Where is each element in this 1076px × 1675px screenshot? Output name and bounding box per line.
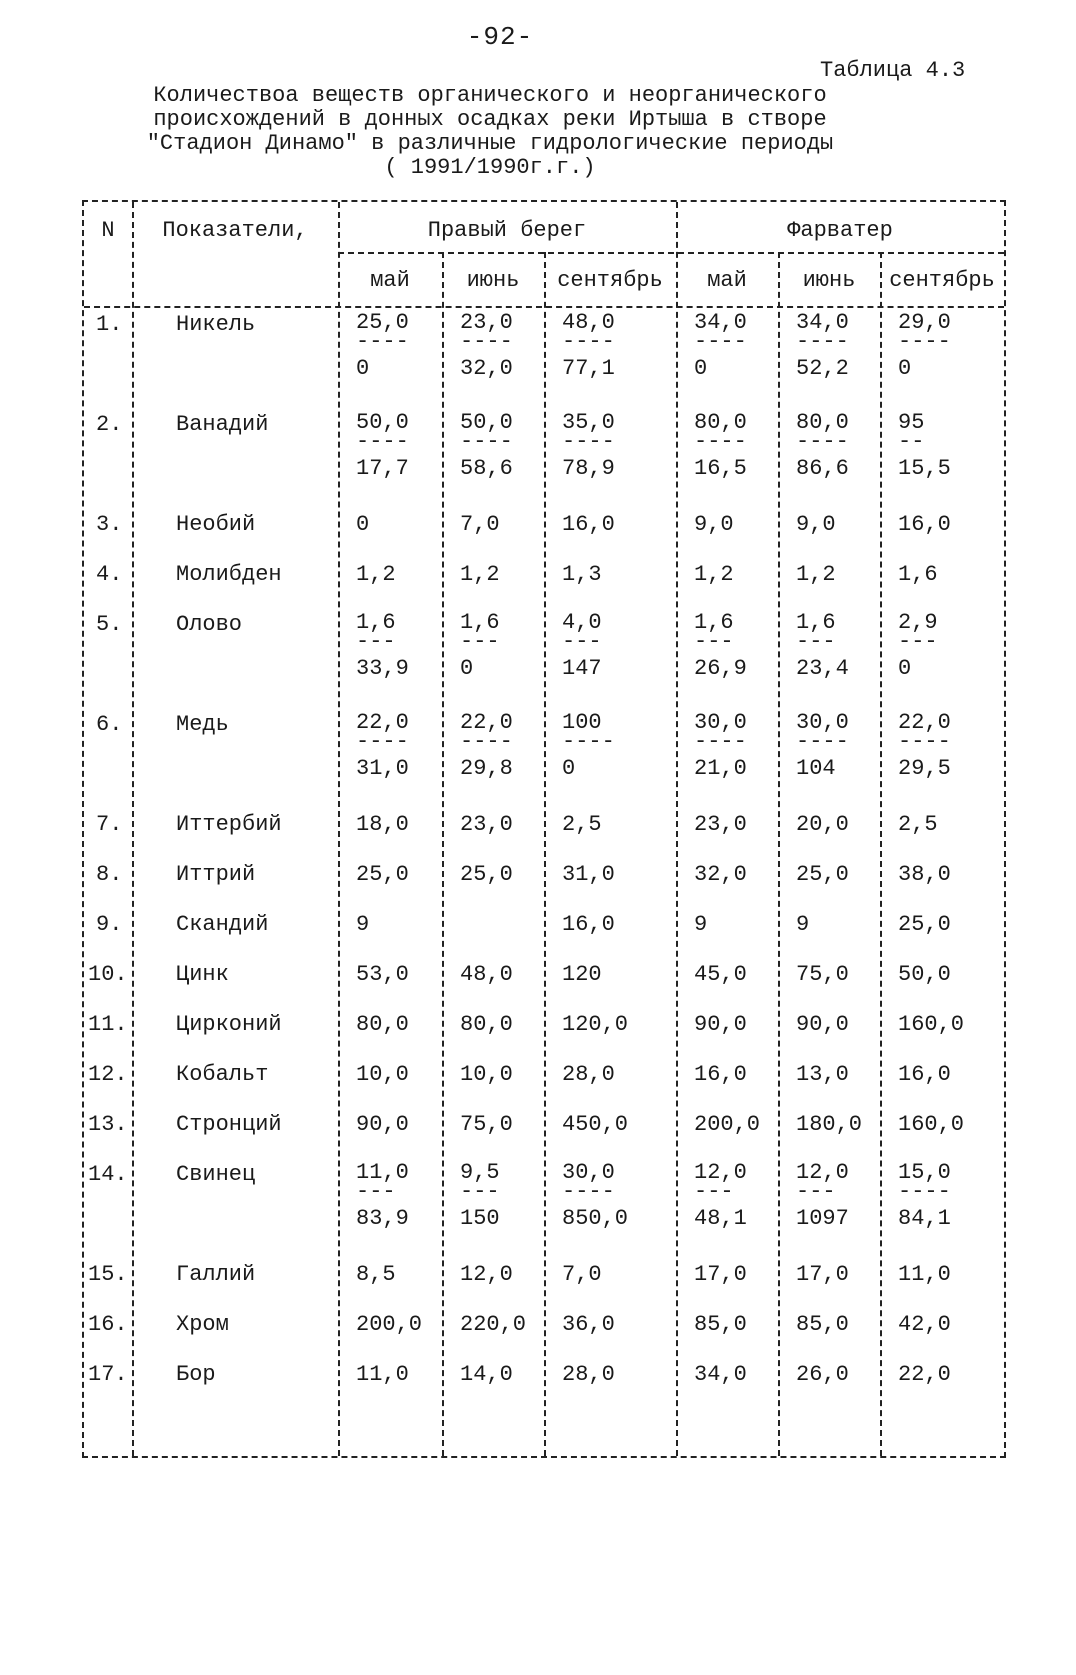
value-cell: 28,0: [562, 1062, 615, 1087]
value-cell: 28,0: [562, 1362, 615, 1387]
value-cell: 17,0: [694, 1262, 747, 1287]
value-bottom: 850,0: [562, 1206, 629, 1231]
value-cell: 12,0: [460, 1262, 513, 1287]
fraction-dash: ----: [460, 729, 513, 754]
indicator-name: Никель: [176, 312, 256, 337]
fraction-cell: [694, 612, 747, 680]
value-cell: 53,0: [356, 962, 409, 987]
value-top: 35,0: [562, 410, 615, 435]
value-cell: 45,0: [694, 962, 747, 987]
value-cell: 200,0: [694, 1112, 761, 1137]
value-cell: 10,0: [460, 1062, 513, 1087]
header-month: сентябрь: [889, 268, 995, 293]
fraction-dash: ---: [356, 629, 396, 654]
value-cell: 120,0: [562, 1012, 629, 1037]
value-bottom: 147: [562, 656, 602, 681]
fraction-dash: ----: [796, 329, 849, 354]
fraction-cell: [694, 1162, 747, 1230]
value-top: 80,0: [694, 410, 747, 435]
fraction-cell: [694, 712, 747, 780]
value-bottom: 78,9: [562, 456, 615, 481]
value-top: 22,0: [460, 710, 513, 735]
fraction-cell: [898, 412, 951, 480]
fraction-cell: [460, 1162, 500, 1230]
value-cell: 9: [694, 912, 708, 937]
indicator-name: Галлий: [176, 1262, 256, 1287]
fraction-dash: ---: [694, 1179, 734, 1204]
value-cell: 17,0: [796, 1262, 849, 1287]
fraction-dash: ----: [460, 329, 513, 354]
value-cell: 7,0: [460, 512, 500, 537]
value-top: 2,9: [898, 610, 938, 635]
value-bottom: 83,9: [356, 1206, 409, 1231]
value-cell: 16,0: [898, 1062, 951, 1087]
value-cell: 34,0: [694, 1362, 747, 1387]
value-bottom: 16,5: [694, 456, 747, 481]
value-cell: 75,0: [460, 1112, 513, 1137]
fraction-dash: ----: [356, 329, 409, 354]
fraction-dash: ----: [898, 1179, 951, 1204]
value-cell: 1,2: [356, 562, 396, 587]
fraction-dash: ----: [460, 429, 513, 454]
header-month: июнь: [802, 268, 856, 293]
value-cell: 25,0: [796, 862, 849, 887]
fraction-dash: ----: [796, 729, 849, 754]
value-bottom: 0: [898, 656, 912, 681]
page-number: -92-: [466, 22, 534, 52]
fraction-dash: ----: [562, 429, 615, 454]
fraction-dash: ----: [796, 429, 849, 454]
value-cell: 32,0: [694, 862, 747, 887]
value-cell: 16,0: [562, 912, 615, 937]
column-divider: [880, 252, 882, 1456]
value-top: 1,6: [460, 610, 500, 635]
fraction-cell: [356, 712, 409, 780]
indicator-name: Цирконий: [176, 1012, 282, 1037]
fraction-cell: [898, 712, 951, 780]
row-number: 11.: [88, 1012, 128, 1037]
row-number: 15.: [88, 1262, 128, 1287]
value-cell: 25,0: [356, 862, 409, 887]
row-number: 16.: [88, 1312, 128, 1337]
indicator-name: Свинец: [176, 1162, 256, 1187]
value-cell: 90,0: [694, 1012, 747, 1037]
value-cell: 50,0: [898, 962, 951, 987]
row-number: 6.: [96, 712, 123, 737]
value-cell: 1,2: [460, 562, 500, 587]
value-top: 48,0: [562, 310, 615, 335]
fraction-cell: [562, 712, 615, 780]
caption-line: происхождений в донных осадках реки Иртыша в створе: [153, 107, 827, 132]
fraction-dash: ---: [694, 629, 734, 654]
indicator-name: Ванадий: [176, 412, 269, 437]
header-n: N: [101, 218, 115, 243]
row-divider: [338, 252, 1004, 254]
value-bottom: 77,1: [562, 356, 615, 381]
value-bottom: 26,9: [694, 656, 747, 681]
indicator-name: Медь: [176, 712, 229, 737]
value-cell: 25,0: [460, 862, 513, 887]
fraction-dash: ---: [796, 629, 836, 654]
indicator-name: Необий: [176, 512, 256, 537]
fraction-cell: [562, 612, 602, 680]
value-cell: 90,0: [356, 1112, 409, 1137]
caption-line: "Стадион Динамо" в различные гидрологические периоды: [146, 131, 834, 156]
caption-line: Количествоа веществ органического и неорганического: [153, 83, 827, 108]
value-cell: 9,0: [694, 512, 734, 537]
fraction-dash: ----: [562, 729, 615, 754]
value-cell: 120: [562, 962, 602, 987]
header-month: май: [707, 268, 747, 293]
value-cell: 450,0: [562, 1112, 629, 1137]
column-divider: [544, 252, 546, 1456]
value-cell: 2,5: [898, 812, 938, 837]
fraction-dash: ----: [562, 1179, 615, 1204]
fraction-cell: [898, 312, 951, 380]
value-bottom: 21,0: [694, 756, 747, 781]
value-cell: 25,0: [898, 912, 951, 937]
value-bottom: 86,6: [796, 456, 849, 481]
indicator-name: Иттербий: [176, 812, 282, 837]
value-cell: 1,3: [562, 562, 602, 587]
value-cell: 90,0: [796, 1012, 849, 1037]
value-bottom: 1097: [796, 1206, 849, 1231]
column-divider: [132, 202, 134, 1456]
row-divider: [84, 306, 1004, 308]
row-number: 17.: [88, 1362, 128, 1387]
fraction-cell: [356, 312, 409, 380]
fraction-cell: [460, 712, 513, 780]
fraction-dash: ---: [796, 1179, 836, 1204]
column-divider: [338, 202, 340, 1456]
fraction-dash: ---: [356, 1179, 396, 1204]
value-cell: 2,5: [562, 812, 602, 837]
value-top: 95: [898, 410, 925, 435]
value-bottom: 15,5: [898, 456, 951, 481]
value-top: 9,5: [460, 1160, 500, 1185]
row-number: 7.: [96, 812, 123, 837]
fraction-cell: [460, 612, 500, 680]
value-cell: 1,6: [898, 562, 938, 587]
value-cell: 16,0: [898, 512, 951, 537]
fraction-dash: ---: [460, 629, 500, 654]
column-divider: [442, 252, 444, 1456]
value-top: 12,0: [694, 1160, 747, 1185]
fraction-dash: ---: [562, 629, 602, 654]
fraction-cell: [562, 1162, 628, 1230]
row-number: 12.: [88, 1062, 128, 1087]
data-table: [82, 200, 1006, 1458]
value-cell: 16,0: [562, 512, 615, 537]
indicator-name: Хром: [176, 1312, 229, 1337]
value-cell: 11,0: [356, 1362, 409, 1387]
value-top: 80,0: [796, 410, 849, 435]
table-caption: [60, 84, 920, 180]
indicator-name: Стронций: [176, 1112, 282, 1137]
row-number: 9.: [96, 912, 123, 937]
fraction-cell: [898, 1162, 951, 1230]
value-cell: 31,0: [562, 862, 615, 887]
value-cell: 10,0: [356, 1062, 409, 1087]
value-bottom: 84,1: [898, 1206, 951, 1231]
value-bottom: 104: [796, 756, 836, 781]
value-cell: 80,0: [460, 1012, 513, 1037]
value-top: 15,0: [898, 1160, 951, 1185]
fraction-cell: [796, 612, 849, 680]
value-cell: 85,0: [694, 1312, 747, 1337]
value-bottom: 48,1: [694, 1206, 747, 1231]
value-bottom: 17,7: [356, 456, 409, 481]
value-cell: 0: [356, 512, 370, 537]
fraction-dash: ----: [694, 729, 747, 754]
value-bottom: 52,2: [796, 356, 849, 381]
row-number: 1.: [96, 312, 123, 337]
value-cell: 200,0: [356, 1312, 423, 1337]
indicator-name: Молибден: [176, 562, 282, 587]
caption-line: ( 1991/1990г.г.): [384, 155, 596, 180]
value-top: 50,0: [356, 410, 409, 435]
value-bottom: 31,0: [356, 756, 409, 781]
value-bottom: 32,0: [460, 356, 513, 381]
fraction-cell: [796, 312, 849, 380]
fraction-dash: --: [898, 429, 925, 454]
indicator-name: Иттрий: [176, 862, 256, 887]
value-top: 1,6: [694, 610, 734, 635]
value-cell: 26,0: [796, 1362, 849, 1387]
value-cell: 11,0: [898, 1262, 951, 1287]
fraction-dash: ----: [898, 329, 951, 354]
value-cell: 180,0: [796, 1112, 863, 1137]
header-month: май: [370, 268, 410, 293]
value-cell: 20,0: [796, 812, 849, 837]
fraction-dash: ----: [356, 729, 409, 754]
value-cell: 80,0: [356, 1012, 409, 1037]
fraction-dash: ---: [460, 1179, 500, 1204]
fraction-dash: ---: [898, 629, 938, 654]
value-top: 34,0: [694, 310, 747, 335]
value-top: 30,0: [562, 1160, 615, 1185]
value-top: 12,0: [796, 1160, 849, 1185]
value-bottom: 0: [898, 356, 912, 381]
value-top: 30,0: [796, 710, 849, 735]
value-cell: 42,0: [898, 1312, 951, 1337]
value-cell: 9,0: [796, 512, 836, 537]
fraction-cell: [694, 312, 747, 380]
fraction-dash: ----: [562, 329, 615, 354]
value-bottom: 150: [460, 1206, 500, 1231]
value-cell: 1,2: [694, 562, 734, 587]
value-cell: 36,0: [562, 1312, 615, 1337]
value-top: 11,0: [356, 1160, 409, 1185]
row-number: 10.: [88, 962, 128, 987]
value-top: 1,6: [796, 610, 836, 635]
fraction-cell: [562, 412, 615, 480]
value-bottom: 0: [460, 656, 474, 681]
value-top: 34,0: [796, 310, 849, 335]
value-bottom: 58,6: [460, 456, 513, 481]
value-cell: 16,0: [694, 1062, 747, 1087]
header-indicators: Показатели,: [162, 218, 308, 243]
indicator-name: Скандий: [176, 912, 269, 937]
value-cell: 9: [796, 912, 810, 937]
value-cell: 13,0: [796, 1062, 849, 1087]
indicator-name: Кобальт: [176, 1062, 269, 1087]
fraction-cell: [356, 412, 409, 480]
fraction-cell: [562, 312, 615, 380]
fraction-cell: [460, 312, 513, 380]
header-fairway: Фарватер: [787, 218, 893, 243]
value-cell: 9: [356, 912, 370, 937]
fraction-dash: ----: [694, 329, 747, 354]
value-cell: 48,0: [460, 962, 513, 987]
header-month: сентябрь: [557, 268, 663, 293]
value-cell: 160,0: [898, 1012, 965, 1037]
fraction-dash: ----: [356, 429, 409, 454]
value-bottom: 29,5: [898, 756, 951, 781]
table-label: Таблица 4.3: [820, 58, 966, 83]
indicator-name: Олово: [176, 612, 243, 637]
value-bottom: 33,9: [356, 656, 409, 681]
header-month: июнь: [466, 268, 520, 293]
fraction-cell: [898, 612, 938, 680]
value-cell: 22,0: [898, 1362, 951, 1387]
value-cell: 7,0: [562, 1262, 602, 1287]
row-number: 5.: [96, 612, 123, 637]
value-cell: 38,0: [898, 862, 951, 887]
value-top: 100: [562, 710, 602, 735]
fraction-cell: [694, 412, 747, 480]
value-top: 4,0: [562, 610, 602, 635]
value-top: 50,0: [460, 410, 513, 435]
value-cell: 75,0: [796, 962, 849, 987]
value-bottom: 23,4: [796, 656, 849, 681]
value-top: 25,0: [356, 310, 409, 335]
value-top: 22,0: [898, 710, 951, 735]
fraction-cell: [356, 612, 409, 680]
indicator-name: Бор: [176, 1362, 216, 1387]
value-bottom: 29,8: [460, 756, 513, 781]
header-right-bank: Правый берег: [427, 218, 587, 243]
fraction-cell: [796, 712, 849, 780]
row-number: 2.: [96, 412, 123, 437]
value-top: 29,0: [898, 310, 951, 335]
value-cell: 160,0: [898, 1112, 965, 1137]
fraction-dash: ----: [694, 429, 747, 454]
row-number: 3.: [96, 512, 123, 537]
value-bottom: 0: [356, 356, 370, 381]
row-number: 13.: [88, 1112, 128, 1137]
column-divider: [676, 202, 678, 1456]
value-cell: 23,0: [460, 812, 513, 837]
column-divider: [778, 252, 780, 1456]
fraction-cell: [796, 412, 849, 480]
value-cell: 14,0: [460, 1362, 513, 1387]
value-bottom: 0: [562, 756, 576, 781]
row-number: 8.: [96, 862, 123, 887]
value-top: 22,0: [356, 710, 409, 735]
fraction-cell: [796, 1162, 849, 1230]
value-cell: 23,0: [694, 812, 747, 837]
value-cell: 1,2: [796, 562, 836, 587]
row-number: 4.: [96, 562, 123, 587]
value-cell: 8,5: [356, 1262, 396, 1287]
fraction-dash: ----: [898, 729, 951, 754]
value-cell: 220,0: [460, 1312, 527, 1337]
value-top: 1,6: [356, 610, 396, 635]
value-cell: 18,0: [356, 812, 409, 837]
value-bottom: 0: [694, 356, 708, 381]
row-number: 14.: [88, 1162, 128, 1187]
fraction-cell: [356, 1162, 409, 1230]
indicator-name: Цинк: [176, 962, 229, 987]
fraction-cell: [460, 412, 513, 480]
value-cell: 85,0: [796, 1312, 849, 1337]
value-top: 23,0: [460, 310, 513, 335]
value-top: 30,0: [694, 710, 747, 735]
